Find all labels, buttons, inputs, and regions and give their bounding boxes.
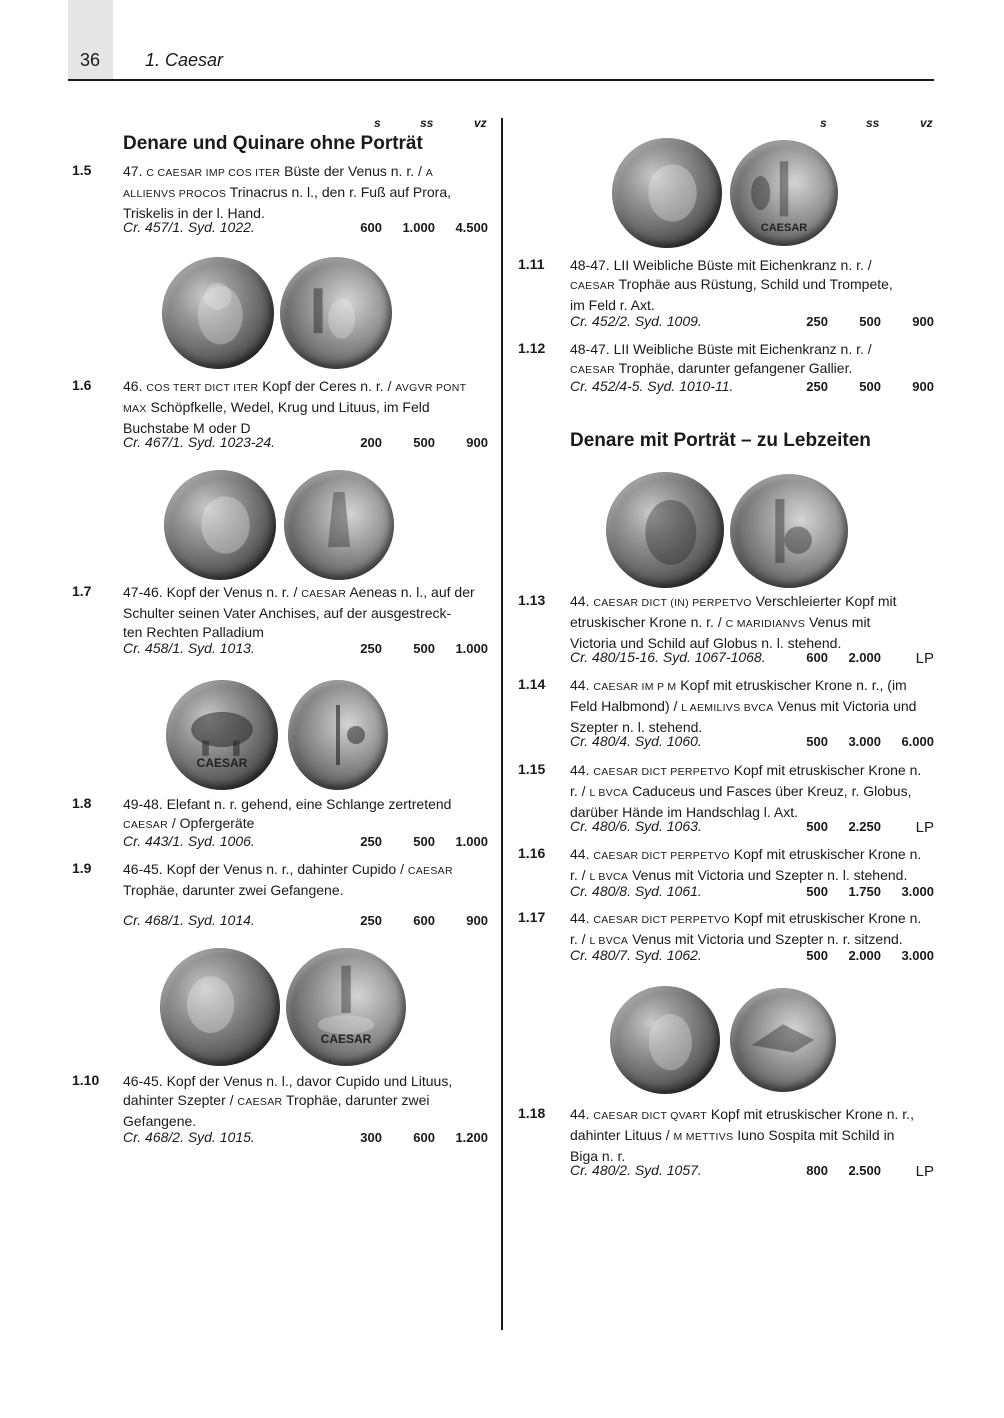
price-vz: 900 <box>912 379 934 394</box>
legend-text: CAESAR <box>570 280 615 292</box>
description-text: Aeneas n. l., auf der <box>346 584 475 600</box>
entry-number: 1.18 <box>518 1105 546 1121</box>
legend-text: CAESAR <box>407 865 453 877</box>
legend-text: ALLIENVS PROCOS <box>123 188 227 200</box>
legend-text: CAESAR DICT PERPETVO <box>593 766 730 778</box>
price-vz: LP <box>915 650 934 667</box>
col-head-ss: ss <box>420 116 434 130</box>
legend-text: CAESAR <box>301 588 347 600</box>
price-s: 800 <box>806 1163 828 1178</box>
description-text: r. / <box>570 783 590 799</box>
entry-reference: Cr. 480/7. Syd. 1062. <box>570 947 702 963</box>
price-ss: 600 <box>413 1130 435 1145</box>
price-s: 600 <box>360 220 382 235</box>
entry-number: 1.15 <box>518 761 546 777</box>
description-line <box>123 881 453 900</box>
description-line <box>123 1091 452 1112</box>
description-text: Triskelis in der l. Hand. <box>123 205 265 221</box>
entry-description <box>123 1072 452 1131</box>
entry-reference: Cr. 458/1. Syd. 1013. <box>123 640 255 656</box>
entry-description <box>123 860 453 900</box>
description-text: darüber Hände im Handschlag l. Axt. <box>570 804 799 820</box>
header-rule <box>68 79 934 81</box>
description-text: 48-47. LII Weibliche Büste mit Eichenkranz n. r. / <box>570 257 872 273</box>
col-head-vz: vz <box>474 116 487 130</box>
coin-reverse-venus-victoria <box>730 474 848 588</box>
legend-text: CAESAR <box>570 364 615 376</box>
price-s: 500 <box>806 948 828 963</box>
coin-reverse-aeneas <box>284 470 394 580</box>
price-vz: 900 <box>466 913 488 928</box>
description-text: Feld Halbmond) / <box>570 698 682 714</box>
entry-reference: Cr. 457/1. Syd. 1022. <box>123 219 255 235</box>
legend-text: M METTIVS <box>673 1131 734 1143</box>
description-line <box>123 604 475 623</box>
description-text: Schöpfkelle, Wedel, Krug und Lituus, im Feld <box>146 399 430 415</box>
description-text: 44. <box>570 593 594 609</box>
price-s: 250 <box>360 913 382 928</box>
description-text: Venus mit Victoria und <box>773 698 917 714</box>
price-vz: LP <box>915 819 934 836</box>
description-line <box>570 592 897 613</box>
entry-number: 1.9 <box>72 860 92 876</box>
entry-number: 1.5 <box>72 162 92 178</box>
description-line <box>123 860 453 881</box>
price-vz: LP <box>915 1163 934 1180</box>
col-head-s-right: s <box>820 116 827 130</box>
description-line <box>570 256 893 275</box>
entry-reference: Cr. 480/8. Syd. 1061. <box>570 883 702 899</box>
description-text: Victoria und Schild auf Globus n. l. stehend. <box>570 635 842 651</box>
description-text: Kopf mit etruskischer Krone n. <box>729 762 922 778</box>
description-line <box>570 676 916 697</box>
description-line <box>570 340 872 359</box>
price-ss: 1.000 <box>402 220 435 235</box>
price-vz: 6.000 <box>901 734 934 749</box>
legend-text: L BVCA <box>589 787 629 799</box>
chapter-title: 1. Caesar <box>145 50 224 70</box>
price-ss: 600 <box>413 913 435 928</box>
section-title-left: Denare und Quinare ohne Porträt <box>123 133 423 154</box>
description-line <box>123 162 451 183</box>
description-line <box>570 845 921 866</box>
price-vz: 1.200 <box>455 1130 488 1145</box>
col-head-ss-right: ss <box>866 116 880 130</box>
entry-description <box>570 1105 914 1166</box>
price-ss: 3.000 <box>848 734 881 749</box>
description-text: Biga n. r. <box>570 1148 626 1164</box>
price-s: 600 <box>806 650 828 665</box>
description-text: 46-45. Kopf der Venus n. l., davor Cupido und Lituus, <box>123 1073 453 1089</box>
description-text: Schulter seinen Vater Anchises, auf der ausgestreck- <box>123 605 452 621</box>
description-text: 47. <box>123 163 147 179</box>
coin-reverse-priestly-implements <box>288 680 388 790</box>
entry-reference: Cr. 468/2. Syd. 1015. <box>123 1129 255 1145</box>
legend-text: CAESAR DICT PERPETVO <box>593 914 730 926</box>
legend-text: C CAESAR IMP COS ITER <box>146 167 281 179</box>
section-title-right: Denare mit Porträt – zu Lebzeiten <box>570 430 871 451</box>
page-number: 36 <box>80 50 101 70</box>
entry-number: 1.13 <box>518 592 546 608</box>
description-text: 44. <box>570 910 594 926</box>
description-text: Trophäe, darunter zwei Gefangene. <box>123 882 344 898</box>
description-text: 44. <box>570 677 594 693</box>
coin-reverse-trophy <box>730 140 838 246</box>
coin-obverse-ceres <box>164 470 276 580</box>
legend-text: COS TERT DICT ITER <box>146 382 259 394</box>
price-s: 250 <box>360 641 382 656</box>
legend-text: L BVCA <box>589 871 629 883</box>
description-text: 47-46. Kopf der Venus n. r. / <box>123 584 302 600</box>
price-ss: 2.500 <box>848 1163 881 1178</box>
price-s: 250 <box>806 379 828 394</box>
price-vz: 900 <box>912 314 934 329</box>
description-text: Trophäe aus Rüstung, Schild und Trompete, <box>614 276 893 292</box>
price-s: 250 <box>360 834 382 849</box>
coin-reverse-trophy-captives <box>286 948 406 1066</box>
description-line <box>123 377 466 398</box>
price-vz: 3.000 <box>901 948 934 963</box>
description-text: Kopf mit etruskischer Krone n. <box>729 910 922 926</box>
description-line <box>570 275 893 296</box>
price-ss: 500 <box>413 641 435 656</box>
description-text: 44. <box>570 762 594 778</box>
coin-obverse-caesar-portrait <box>610 986 720 1094</box>
entry-reference: Cr. 452/2. Syd. 1009. <box>570 313 702 329</box>
description-text: Gefangene. <box>123 1113 197 1129</box>
price-s: 500 <box>806 734 828 749</box>
description-text: dahinter Lituus / <box>570 1127 674 1143</box>
coin-obverse-venus <box>162 257 274 369</box>
description-text: Trophäe, darunter zwei <box>282 1092 430 1108</box>
description-text: Venus mit <box>805 614 871 630</box>
description-text: Trinacrus n. l., den r. Fuß auf Prora, <box>226 184 451 200</box>
legend-text: L BVCA <box>589 935 629 947</box>
legend-text: CAESAR DICT QVART <box>593 1110 707 1122</box>
description-text: im Feld r. Axt. <box>570 297 655 313</box>
entry-description <box>123 583 475 642</box>
description-text: Trophäe, darunter gefangener Gallier. <box>614 360 853 376</box>
entry-description <box>123 162 451 223</box>
description-line <box>123 795 451 814</box>
description-text: ten Rechten Palladium <box>123 624 264 640</box>
entry-number: 1.8 <box>72 795 92 811</box>
description-text: r. / <box>570 931 590 947</box>
price-s: 500 <box>806 819 828 834</box>
description-line <box>123 814 451 835</box>
description-line <box>570 697 916 718</box>
entry-number: 1.14 <box>518 676 546 692</box>
description-line <box>123 1072 452 1091</box>
column-divider <box>501 118 503 1330</box>
price-ss: 2.000 <box>848 650 881 665</box>
coin-obverse-female-bust <box>612 138 722 248</box>
description-line <box>570 782 921 803</box>
description-text: Kopf mit etruskischer Krone n. r., <box>706 1106 914 1122</box>
entry-description <box>123 795 451 835</box>
col-head-vz-right: vz <box>920 116 933 130</box>
legend-text: A <box>425 167 434 179</box>
description-text: 44. <box>570 846 594 862</box>
price-ss: 500 <box>413 435 435 450</box>
coin-reverse-iuno-biga <box>730 988 836 1092</box>
legend-text: L AEMILIVS BVCA <box>681 702 774 714</box>
description-text: Kopf mit etruskischer Krone n. <box>729 846 922 862</box>
description-line <box>570 909 921 930</box>
entry-description <box>570 761 921 822</box>
description-text: Verschleierter Kopf mit <box>751 593 897 609</box>
price-ss: 2.250 <box>848 819 881 834</box>
description-text: r. / <box>570 867 590 883</box>
entry-number: 1.16 <box>518 845 546 861</box>
price-ss: 500 <box>413 834 435 849</box>
description-text: 44. <box>570 1106 594 1122</box>
legend-text: CAESAR DICT (IN) PERPETVO <box>593 597 752 609</box>
price-ss: 2.000 <box>848 948 881 963</box>
description-text: 49-48. Elefant n. r. gehend, eine Schlange zertretend <box>123 796 452 812</box>
coin-obverse-venus-left <box>160 948 280 1066</box>
entry-number: 1.12 <box>518 340 546 356</box>
entry-number: 1.11 <box>518 256 545 272</box>
legend-text: MAX <box>123 403 147 415</box>
description-text: 46. <box>123 378 147 394</box>
entry-description <box>570 676 916 737</box>
description-text: Buchstabe M oder D <box>123 420 251 436</box>
entry-number: 1.7 <box>72 583 92 599</box>
description-text: / Opfergeräte <box>167 815 255 831</box>
entry-reference: Cr. 480/4. Syd. 1060. <box>570 733 702 749</box>
description-text: 46-45. Kopf der Venus n. r., dahinter Cupido / <box>123 861 408 877</box>
description-text: Kopf der Ceres n. r. / <box>258 378 396 394</box>
entry-reference: Cr. 467/1. Syd. 1023-24. <box>123 434 276 450</box>
price-s: 300 <box>360 1130 382 1145</box>
price-ss: 1.750 <box>848 884 881 899</box>
col-head-s: s <box>374 116 381 130</box>
description-text: 48-47. LII Weibliche Büste mit Eichenkranz n. r. / <box>570 341 872 357</box>
entry-number: 1.17 <box>518 909 546 925</box>
price-vz: 1.000 <box>455 834 488 849</box>
legend-text: CAESAR <box>237 1096 283 1108</box>
coin-reverse-trinacrus <box>280 257 392 369</box>
description-text: Caduceus und Fasces über Kreuz, r. Globus, <box>628 783 912 799</box>
entry-reference: Cr. 480/15-16. Syd. 1067-1068. <box>570 649 766 665</box>
description-text: etruskischer Krone n. r. / <box>570 614 726 630</box>
description-line <box>570 761 921 782</box>
description-text: Venus mit Victoria und Szepter n. r. sitzend. <box>628 931 903 947</box>
price-vz: 1.000 <box>455 641 488 656</box>
legend-text: CAESAR <box>123 819 168 831</box>
price-s: 200 <box>360 435 382 450</box>
entry-reference: Cr. 480/6. Syd. 1063. <box>570 818 702 834</box>
price-ss: 500 <box>859 314 881 329</box>
price-vz: 4.500 <box>455 220 488 235</box>
entry-description <box>570 845 921 887</box>
legend-text: C MARIDIANVS <box>725 618 806 630</box>
legend-text: CAESAR DICT PERPETVO <box>593 850 730 862</box>
coin-obverse-veiled-head <box>606 472 724 588</box>
entry-description <box>570 256 893 315</box>
price-ss: 500 <box>859 379 881 394</box>
coin-legend-caesar: CAESAR <box>320 1032 372 1046</box>
description-line <box>570 359 872 380</box>
entry-description <box>570 340 872 380</box>
legend-text: CAESAR IM P M <box>593 681 677 693</box>
price-s: 500 <box>806 884 828 899</box>
entry-description <box>570 592 897 653</box>
entry-reference: Cr. 443/1. Syd. 1006. <box>123 833 255 849</box>
coin-legend-caesar: CAESAR <box>196 756 248 770</box>
description-text: dahinter Szepter / <box>123 1092 238 1108</box>
description-line <box>123 583 475 604</box>
description-line <box>123 398 466 419</box>
entry-number: 1.6 <box>72 377 92 393</box>
description-text: Szepter n. l. stehend. <box>570 719 703 735</box>
coin-obverse-elephant <box>166 680 278 790</box>
entry-reference: Cr. 468/1. Syd. 1014. <box>123 912 255 928</box>
price-s: 250 <box>806 314 828 329</box>
description-text: Venus mit Victoria und Szepter n. l. stehend. <box>628 867 908 883</box>
entry-reference: Cr. 480/2. Syd. 1057. <box>570 1162 702 1178</box>
description-line <box>123 183 451 204</box>
entry-number: 1.10 <box>72 1072 100 1088</box>
entry-description <box>123 377 466 438</box>
description-text: Kopf mit etruskischer Krone n. r., (im <box>676 677 907 693</box>
description-line <box>570 1126 914 1147</box>
coin-legend-caesar: CAESAR <box>760 222 808 234</box>
description-line <box>570 1105 914 1126</box>
price-vz: 3.000 <box>901 884 934 899</box>
description-text: Büste der Venus n. r. / <box>280 163 426 179</box>
legend-text: AVGVR PONT <box>395 382 467 394</box>
description-line <box>570 613 897 634</box>
entry-reference: Cr. 452/4-5. Syd. 1010-11. <box>570 378 734 394</box>
price-vz: 900 <box>466 435 488 450</box>
description-text: Iuno Sospita mit Schild in <box>733 1127 895 1143</box>
entry-description <box>570 909 921 951</box>
